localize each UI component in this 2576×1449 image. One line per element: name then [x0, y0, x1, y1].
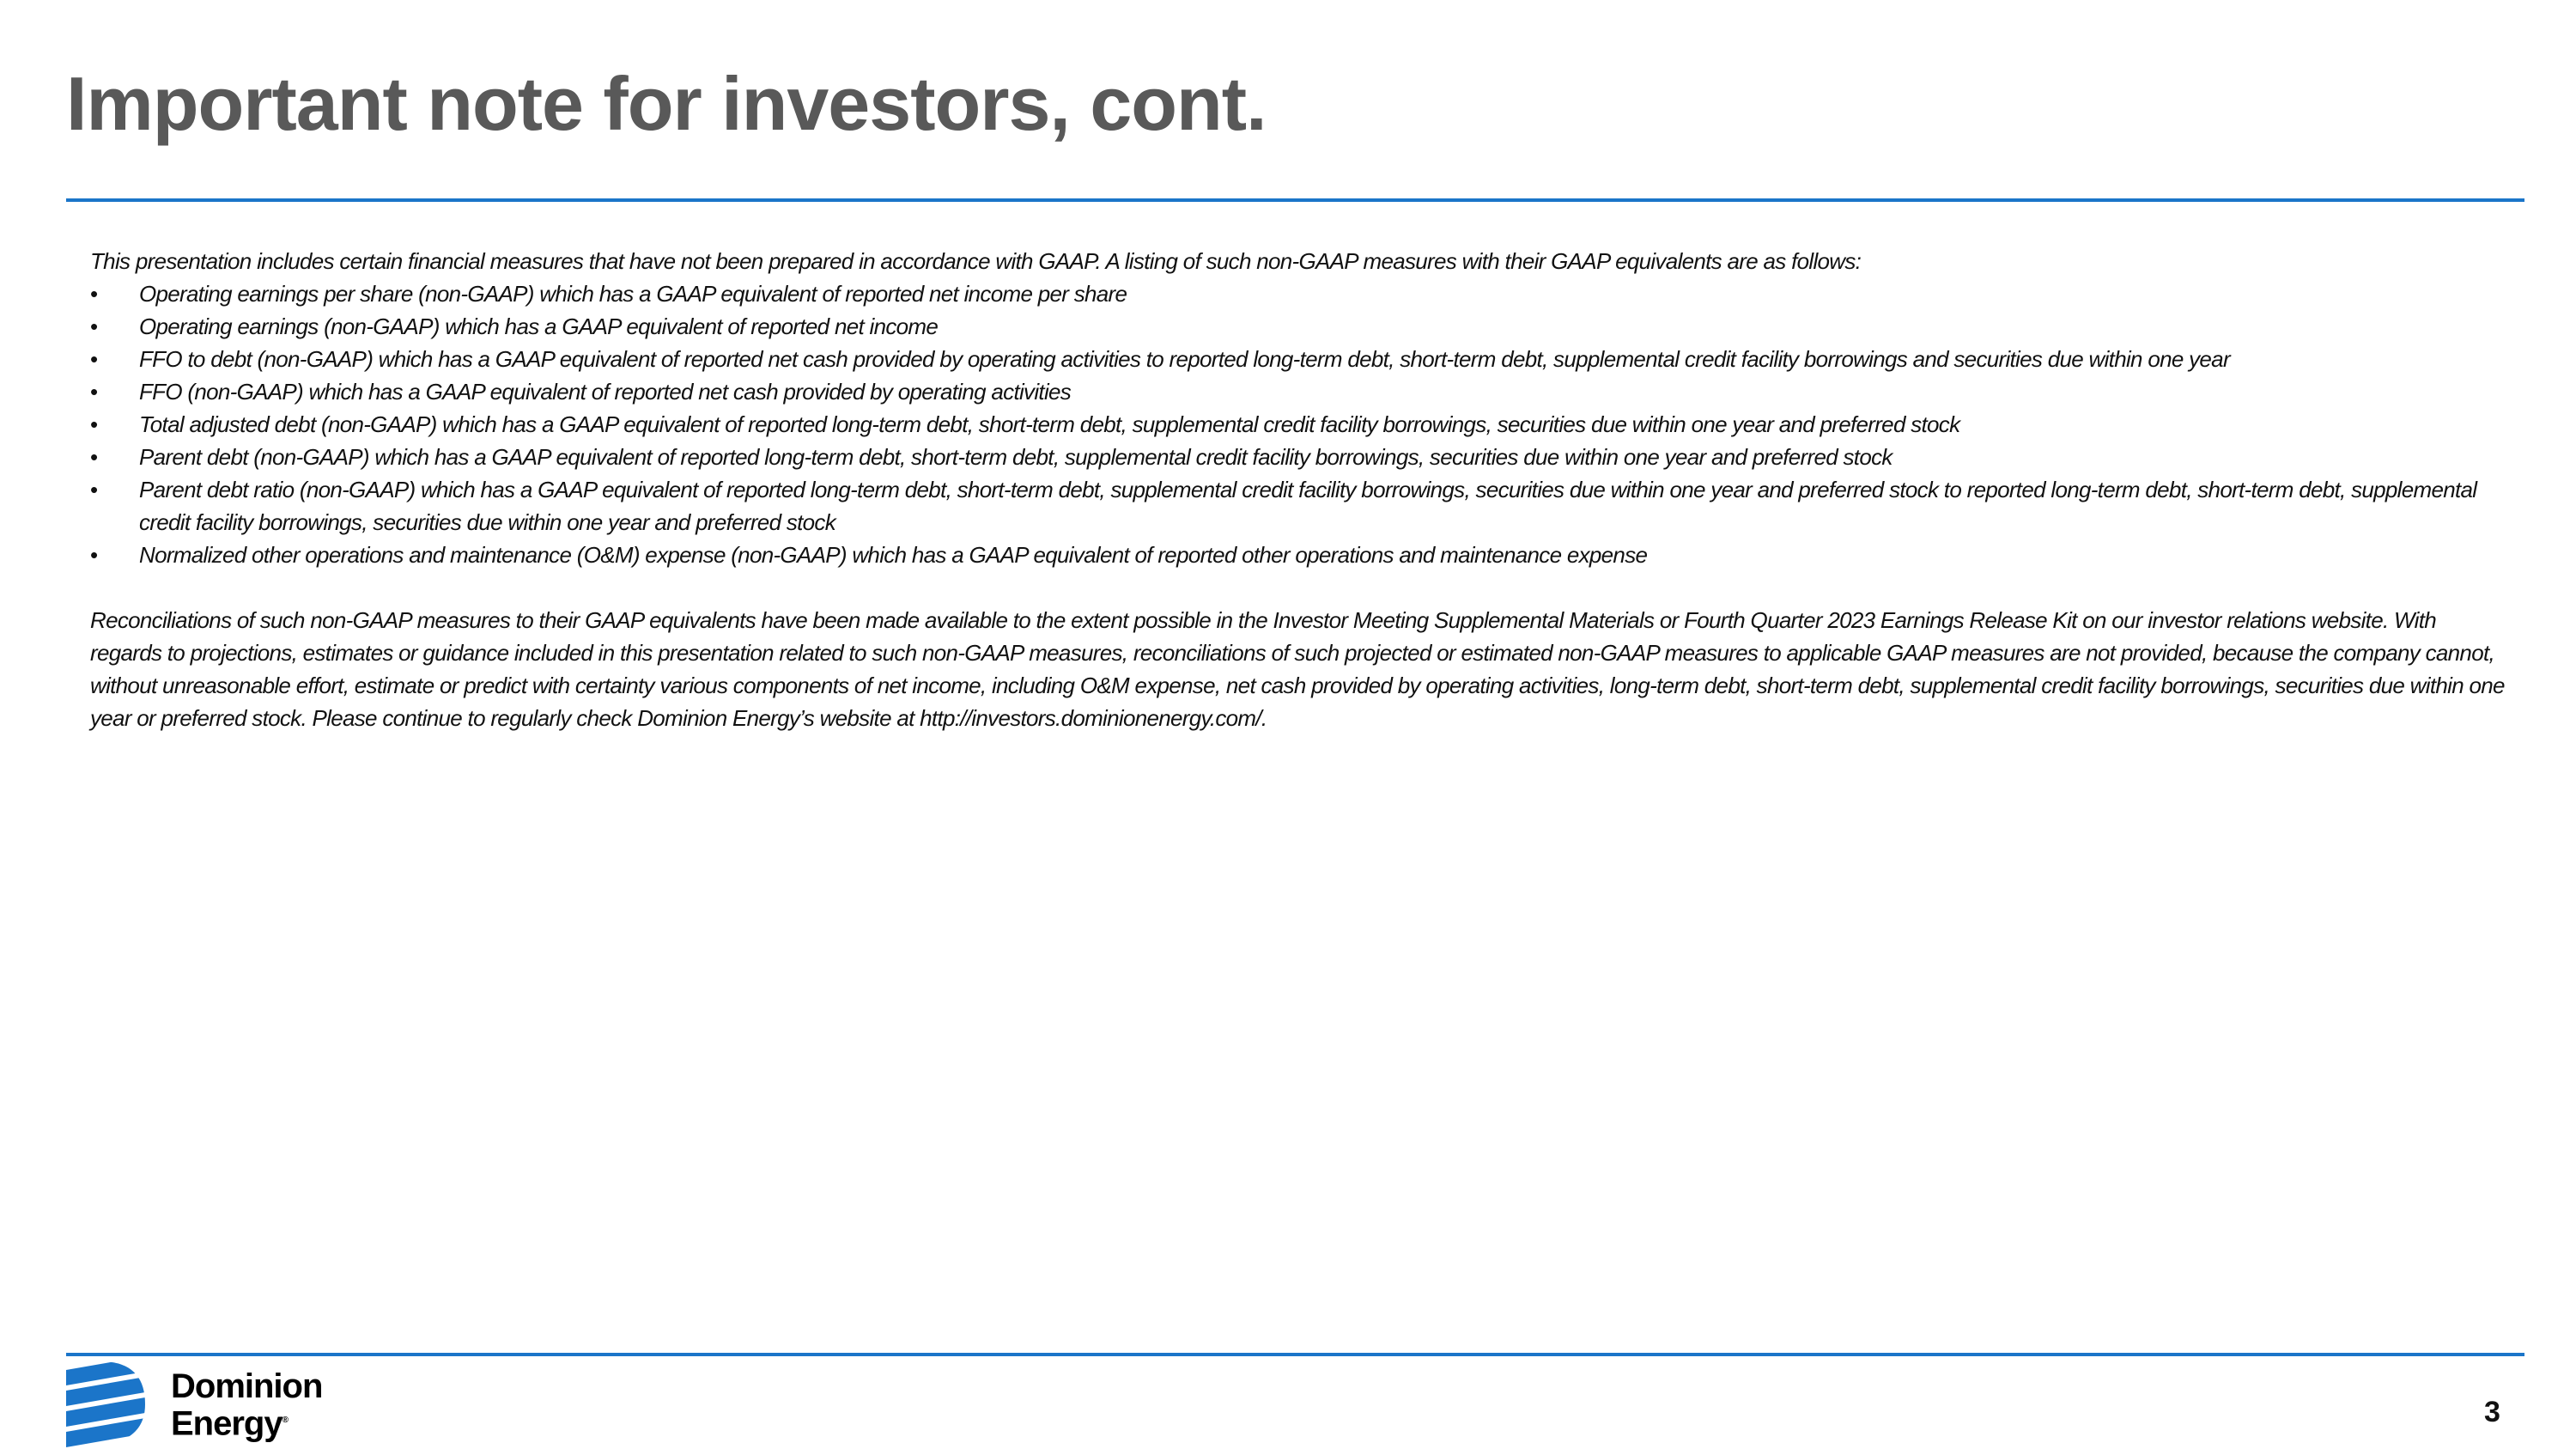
- intro-text: This presentation includes certain financial measures that have not been prepared in accordance with GAAP. A listing of such non-GAAP measures with their GAAP equivalents are as follows:: [90, 248, 1862, 274]
- header-divider: [66, 198, 2524, 202]
- list-item: [90, 375, 2512, 408]
- bullet-icon: •: [90, 477, 98, 502]
- list-item-text: FFO to debt (non-GAAP) which has a GAAP equivalent of reported net cash provided by operating activities to reported long-term debt, short-term debt, supplemental credit facility borrowings and securities due within one year: [139, 346, 2230, 372]
- logo-line2: Energy: [171, 1404, 283, 1443]
- list-item-text: Parent debt (non-GAAP) which has a GAAP equivalent of reported long-term debt, short-term debt, supplemental credit facility borrowings, securities due within one year and preferred stock: [139, 444, 1893, 470]
- list-item: [90, 441, 2512, 473]
- list-item: [90, 408, 2512, 441]
- list-item: [90, 343, 2512, 375]
- non-gaap-list: [90, 277, 2512, 571]
- list-item-text: Normalized other operations and maintenance (O&M) expense (non-GAAP) which has a GAAP equivalent of reported other operations and maintenance expense: [139, 542, 1648, 568]
- dominion-energy-logo: [66, 1361, 322, 1449]
- logo-line1: Dominion: [171, 1367, 323, 1406]
- logo-mark-icon: [66, 1361, 145, 1449]
- footer-divider: [66, 1353, 2524, 1356]
- bullet-icon: •: [90, 542, 98, 568]
- list-item: [90, 473, 2512, 539]
- bullet-icon: •: [90, 314, 98, 339]
- list-item-text: Operating earnings (non-GAAP) which has a GAAP equivalent of reported net income: [139, 314, 939, 339]
- note-body: [90, 245, 2512, 734]
- bullet-icon: •: [90, 411, 98, 437]
- page-number: 3: [2484, 1396, 2500, 1428]
- reconciliation-text: Reconciliations of such non-GAAP measures to their GAAP equivalents have been made available to the extent possible in the Investor Meeting Supplemental Materials or Fourth Quarter 2023 Earnings Release Kit on our investor relations website. With regards to projections, estimates or guidance included in this presentation related to such non-GAAP measures, reconciliations of such projected or estimated non-GAAP measures to applicable GAAP measures are not provided, because the company cannot, without unreasonable effort, estimate or predict with certainty various components of net income, including O&M expense, net cash provided by operating activities, long-term debt, short-term debt, supplemental credit facility borrowings, securities due within one year or preferred stock. Please continue to regularly check Dominion Energy’s website at http://investors.dominionenergy.com/.: [90, 607, 2505, 731]
- list-item: [90, 310, 2512, 343]
- list-item-text: Operating earnings per share (non-GAAP) which has a GAAP equivalent of reported net income per share: [139, 281, 1127, 307]
- list-item: [90, 539, 2512, 571]
- page-title: Important note for investors, cont.: [66, 61, 1267, 146]
- list-item: [90, 277, 2512, 310]
- bullet-icon: •: [90, 346, 98, 372]
- bullet-icon: •: [90, 281, 98, 307]
- registered-mark: ®: [282, 1416, 288, 1426]
- bullet-icon: •: [90, 444, 98, 470]
- list-item-text: Total adjusted debt (non-GAAP) which has a GAAP equivalent of reported long-term debt, short-term debt, supplemental credit facility borrowings, securities due within one year and preferred stock: [139, 411, 1960, 437]
- list-item-text: FFO (non-GAAP) which has a GAAP equivalent of reported net cash provided by operating activities: [139, 379, 1072, 405]
- bullet-icon: •: [90, 379, 98, 405]
- list-item-text: Parent debt ratio (non-GAAP) which has a GAAP equivalent of reported long-term debt, short-term debt, supplemental credit facility borrowings, securities due within one year and preferred stock to reported long-term debt, short-term debt, supplemental credit facility borrowings, securities due within one year and preferred stock: [139, 477, 2477, 535]
